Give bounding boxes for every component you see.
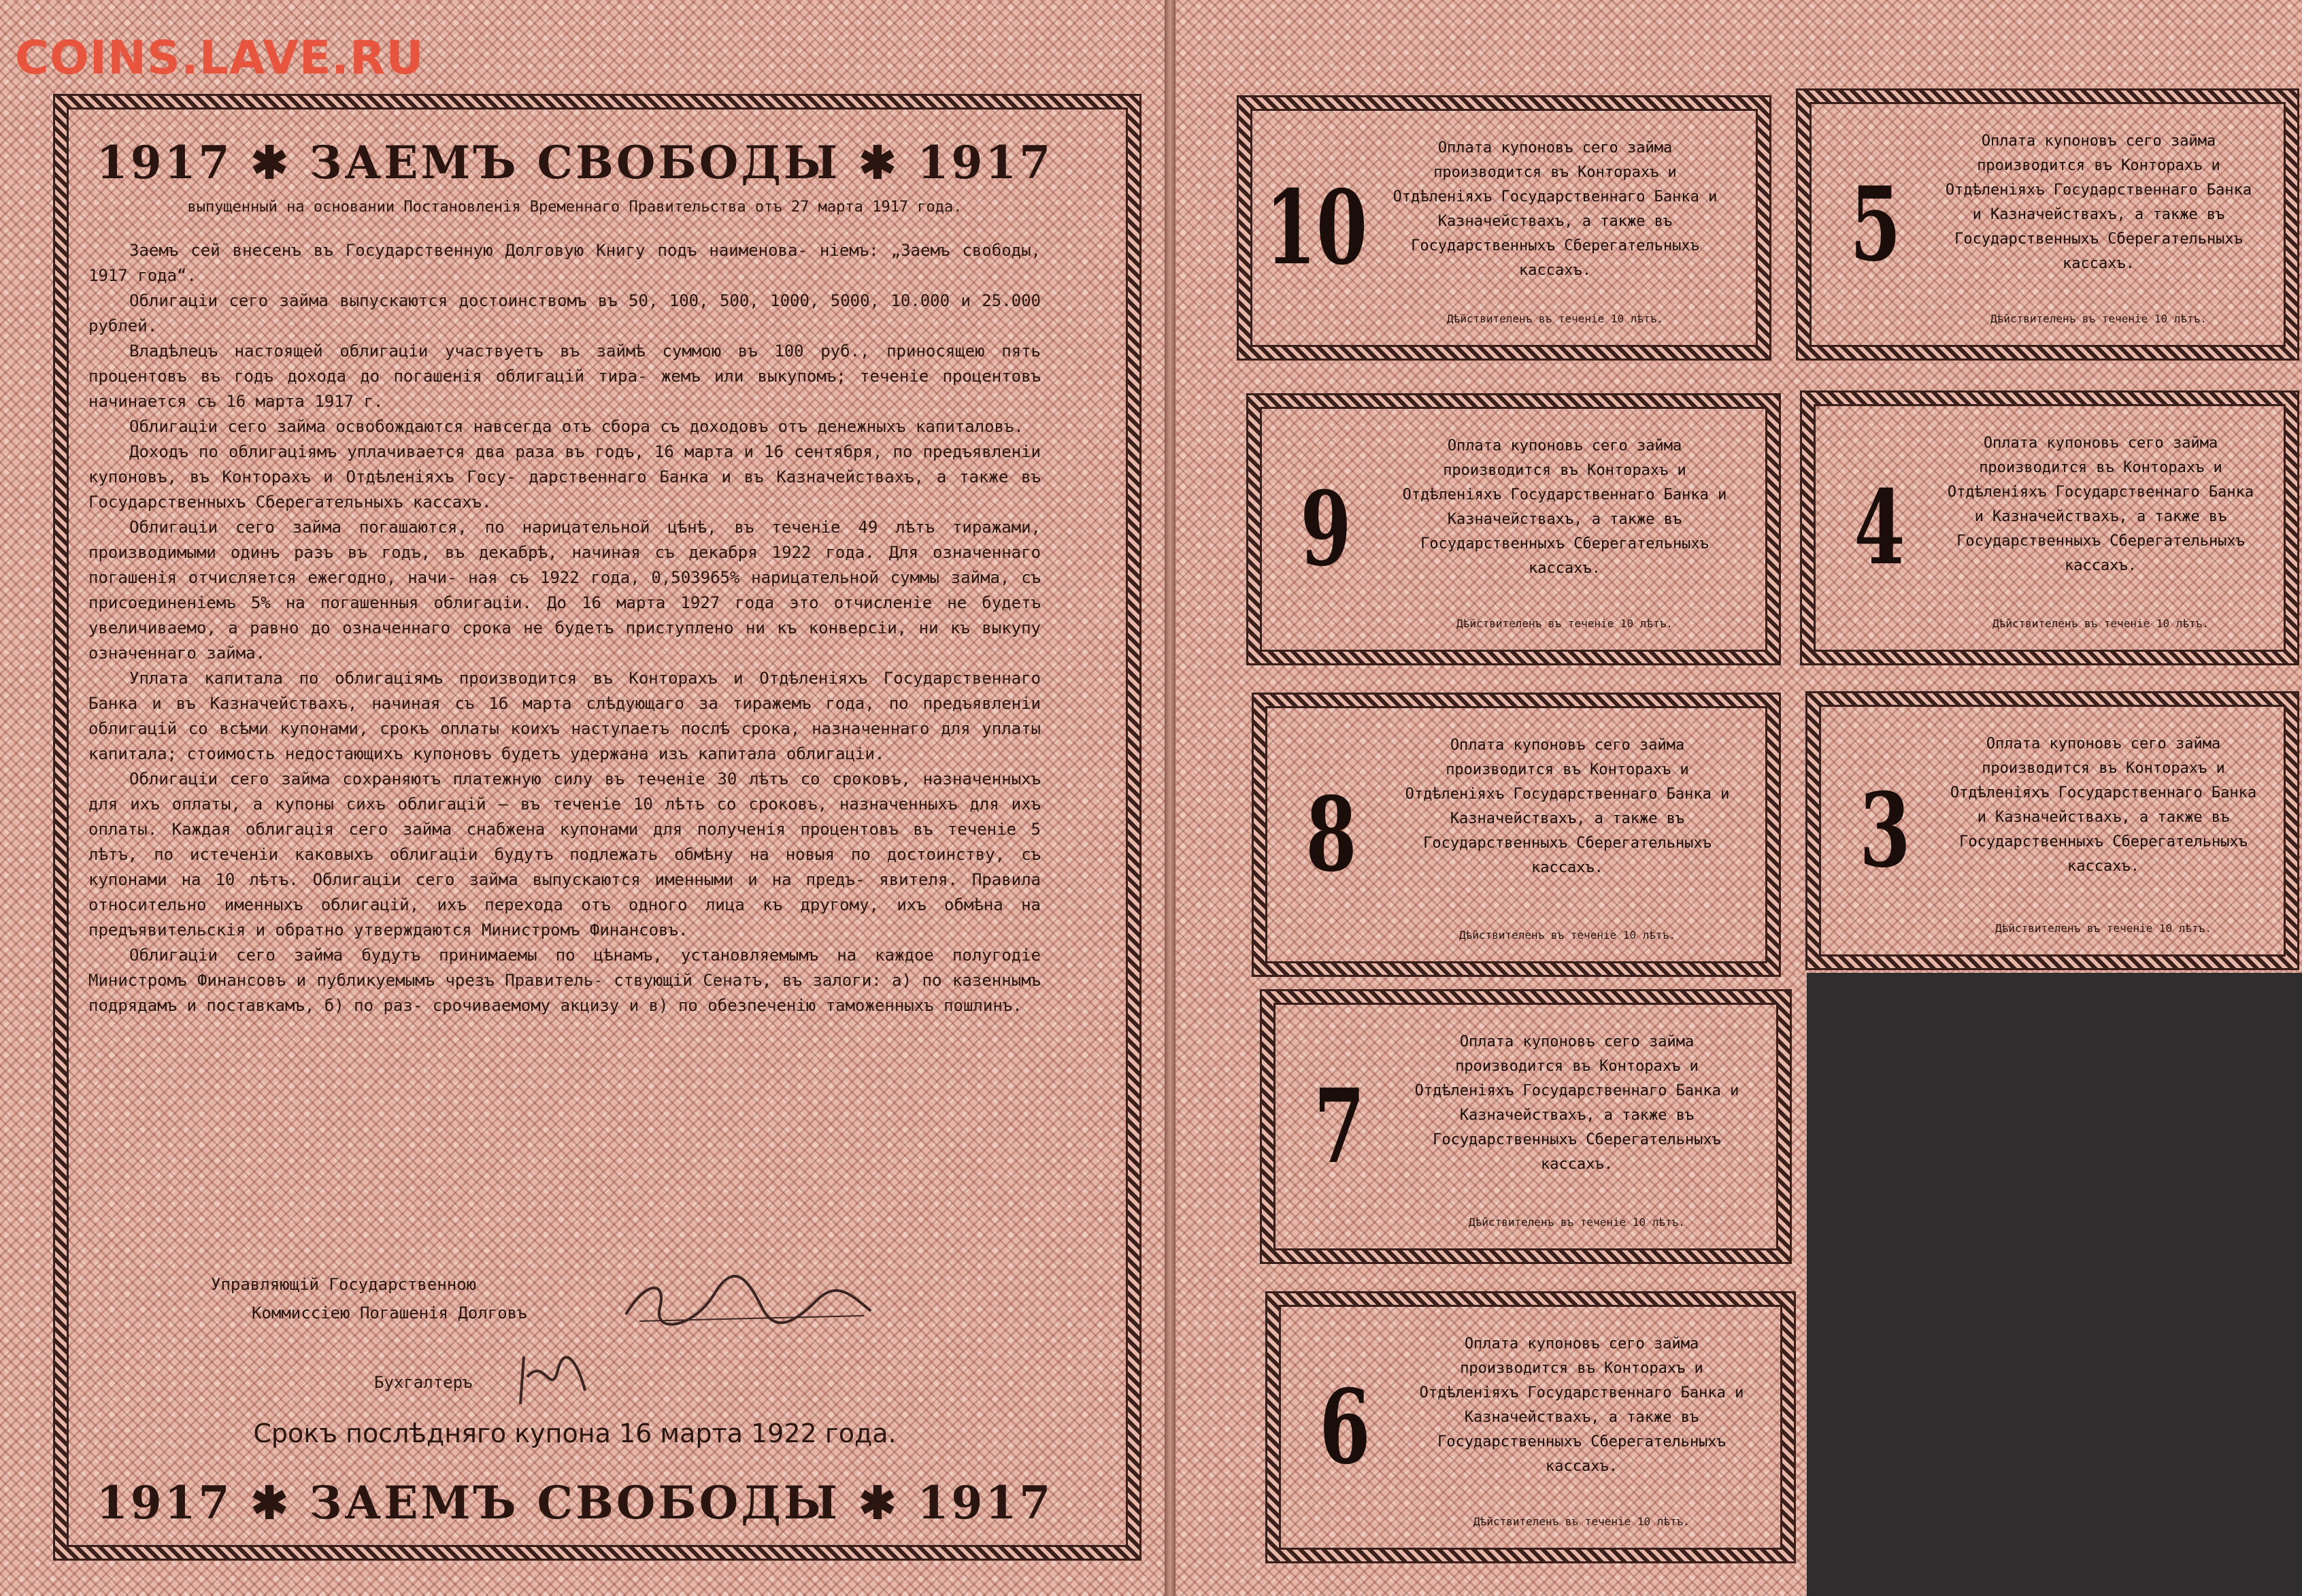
coupon xyxy=(1800,390,2299,665)
accountant-title: Бухгалтеръ xyxy=(374,1373,473,1392)
terms-paragraph: Доходъ по облигаціямъ уплачивается два раза въ годъ, 16 марта и 16 сентября, по предъявленіи купоновъ, въ Конторахъ и Отдѣленіяхъ Госу- дарственнаго Банка и въ Казначействахъ, а также въ Государственныхъ Сберегательныхъ кассахъ. xyxy=(88,442,1041,512)
coupon xyxy=(1246,393,1781,665)
bond-title-bottom: 1917 ✱ ЗАЕМЪ СВОБОДЫ ✱ 1917 xyxy=(96,1476,1054,1529)
coupon-validity: Дѣйствителенъ въ теченіе 10 лѣтъ. xyxy=(1995,922,2212,935)
terms-paragraph: Облигаціи сего займа будутъ принимаемы по цѣнамъ, установляемымъ на каждое полугодіе Министромъ Финансовъ и публикуемымъ чрезъ Правитель- ствующій Сенатъ, въ залоги: а) по казеннымъ подрядамъ и поставкамъ, б) по раз- срочиваемому акцизу и в) по обезпеченію таможенныхъ пошлинъ. xyxy=(88,946,1041,1015)
coupon-text: Оплата купоновъ сего займа производится въ Конторахъ и Отдѣленіяхъ Государственнаго Банка и Казначействахъ, а также въ Государственныхъ Сберегательныхъ кассахъ. xyxy=(1402,437,1727,577)
coupon-text: Оплата купоновъ сего займа производится въ Конторахъ и Отдѣленіяхъ Государственнаго Банка и Казначействахъ, а также въ Государственныхъ Сберегательныхъ кассахъ. xyxy=(1950,735,2257,875)
coupon-text: Оплата купоновъ сего займа производится въ Конторахъ и Отдѣленіяхъ Государственнаго Банка и Казначействахъ, а также въ Государственныхъ Сберегательныхъ кассахъ. xyxy=(1947,435,2254,574)
accountant-signature xyxy=(510,1343,592,1411)
bond-title-top: 1917 ✱ ЗАЕМЪ СВОБОДЫ ✱ 1917 xyxy=(96,136,1054,189)
coupon-text: Оплата купоновъ сего займа производится въ Конторахъ и Отдѣленіяхъ Государственнаго Банка и Казначействахъ, а также въ Государственныхъ Сберегательныхъ кассахъ. xyxy=(1414,1033,1739,1173)
sheet-fold xyxy=(1165,0,1175,1596)
coupon-validity: Дѣйствителенъ въ теченіе 10 лѣтъ. xyxy=(1456,617,1673,630)
terms-paragraph: Заемъ сей внесенъ въ Государственную Долговую Книгу подъ наименова- ніемъ: „Заемъ свободы, 1917 года“. xyxy=(88,241,1041,285)
bond-subtitle: выпущенный на основании Постановленія Временнаго Правительства отъ 27 марта 1917 года. xyxy=(187,199,963,216)
terms-paragraph: Владѣлецъ настоящей облигаціи участвуетъ въ займѣ суммою въ 100 руб., приносящею пять процентовъ въ годъ дохода до погашенія облигацій тира- жемъ или выкупомъ; теченіе процентовъ начинается съ 16 марта 1917 г. xyxy=(88,342,1041,411)
bond-body xyxy=(75,122,1075,1537)
coupon-number: 6 xyxy=(1319,1367,1371,1487)
coupon-validity: Дѣйствителенъ въ теченіе 10 лѣтъ. xyxy=(1473,1515,1690,1528)
coupon-text: Оплата купоновъ сего займа производится въ Конторахъ и Отдѣленіяхъ Государственнаго Банка и Казначействахъ, а также въ Государственныхъ Сберегательныхъ кассахъ. xyxy=(1392,139,1718,279)
coupon-validity: Дѣйствителенъ въ теченіе 10 лѣтъ. xyxy=(1469,1216,1685,1229)
terms-paragraph: Облигаціи сего займа выпускаются достоинствомъ въ 50, 100, 500, 1000, 5000, 10.000 и 25.000 рублей. xyxy=(88,291,1041,335)
coupon-text: Оплата купоновъ сего займа производится въ Конторахъ и Отдѣленіяхъ Государственнаго Банка и Казначействахъ, а также въ Государственныхъ Сберегательныхъ кассахъ. xyxy=(1405,737,1730,876)
coupon-text: Оплата купоновъ сего займа производится въ Конторахъ и Отдѣленіяхъ Государственнаго Банка и Казначействахъ, а также въ Государственныхъ Сберегательныхъ кассахъ. xyxy=(1945,133,2252,272)
terms-paragraph: Облигаціи сего займа освобождаются навсегда отъ сбора съ доходовъ отъ денежныхъ капиталовъ. xyxy=(129,417,1024,436)
coupon xyxy=(1237,95,1771,361)
coupon-number: 5 xyxy=(1850,165,1901,284)
coupon-number: 4 xyxy=(1854,468,1905,588)
last-coupon-date: Срокъ послѣдняго купона 16 марта 1922 года. xyxy=(253,1418,897,1448)
site-watermark: COINS.LAVE.RU xyxy=(15,31,424,85)
background-surface xyxy=(1807,973,2302,1596)
coupon xyxy=(1260,989,1792,1264)
coupon-number: 3 xyxy=(1859,771,1911,891)
accountant-line xyxy=(211,1370,959,1399)
handwritten-signature xyxy=(619,1274,878,1335)
signer-title: Управляющій Государственною xyxy=(211,1275,477,1294)
coupon-number: 8 xyxy=(1305,775,1357,895)
terms-paragraph: Облигаціи сего займа сохраняютъ платежную силу въ теченіе 30 лѣтъ со сроковъ, назначенныхъ для ихъ оплаты, а купоны сихъ облигацій — въ теченіе 10 лѣтъ со сроковъ, назначенныхъ для ихъ оплаты. Каждая облигація сего займа снабжена купонами для полученія процентовъ въ теченіе 5 лѣтъ, по истеченіи каковыхъ облигаціи будутъ подлежать обмѣну на новыя по достоинству, съ купонами на 10 лѣтъ. Облигаціи сего займа выпускаются именными и на предъ- явителя. Правила относительно именныхъ облигацій, ихъ перехода отъ одного лица къ другому, ихъ обмѣна на предъявительскія и обратно утверждаются Министромъ Финансовъ. xyxy=(88,769,1041,940)
coupon-validity: Дѣйствителенъ въ теченіе 10 лѣтъ. xyxy=(1992,617,2209,630)
signer-title: Коммиссіею Погашенія Долговъ xyxy=(252,1303,527,1323)
coupon xyxy=(1796,88,2299,361)
coupon xyxy=(1252,693,1781,977)
coupon-number: 9 xyxy=(1300,469,1352,589)
coupon xyxy=(1805,691,2299,970)
coupon-validity: Дѣйствителенъ въ теченіе 10 лѣтъ. xyxy=(1990,312,2207,325)
bond-terms xyxy=(88,238,1041,1018)
terms-paragraph: Уплата капитала по облигаціямъ производится въ Конторахъ и Отдѣленіяхъ Государственнаго Банка и въ Казначействахъ, начиная съ 16 марта слѣдующаго за тиражемъ года, по предъявленіи облигацій со всѣми купонами, срокъ оплаты коихъ наступаетъ послѣ срока, назначеннаго для уплаты капитала; стоимость недостающихъ купоновъ будетъ удержана изъ капитала облигаціи. xyxy=(88,669,1041,763)
signer-line-2 xyxy=(211,1301,959,1329)
coupon-text: Оплата купоновъ сего займа производится въ Конторахъ и Отдѣленіяхъ Государственнаго Банка и Казначействахъ, а также въ Государственныхъ Сберегательныхъ кассахъ. xyxy=(1419,1335,1744,1475)
signature-block xyxy=(211,1272,959,1399)
terms-paragraph: Облигаціи сего займа погашаются, по нарицательной цѣнѣ, въ теченіе 49 лѣтъ тиражами, производимыми одинъ разъ въ годъ, въ декабрѣ, начиная съ декабря 1922 года. Для означеннаго погашенія отчисляется ежегодно, начи- ная съ 1922 года, 0,503965% нарицательной суммы займа, съ присоединеніемъ 5% на погашенныя облигаціи. До 16 марта 1927 года это отчисленіе не будетъ увеличиваемо, а равно до означеннаго срока не будетъ приступлено ни къ конверсіи, ни къ выкупу означеннаго займа. xyxy=(88,518,1041,663)
coupon-validity: Дѣйствителенъ въ теченіе 10 лѣтъ. xyxy=(1459,929,1675,942)
coupon-number: 7 xyxy=(1314,1067,1365,1186)
coupon-validity: Дѣйствителенъ въ теченіе 10 лѣтъ. xyxy=(1447,312,1663,325)
coupon xyxy=(1265,1291,1796,1563)
coupon-number: 10 xyxy=(1265,168,1368,288)
